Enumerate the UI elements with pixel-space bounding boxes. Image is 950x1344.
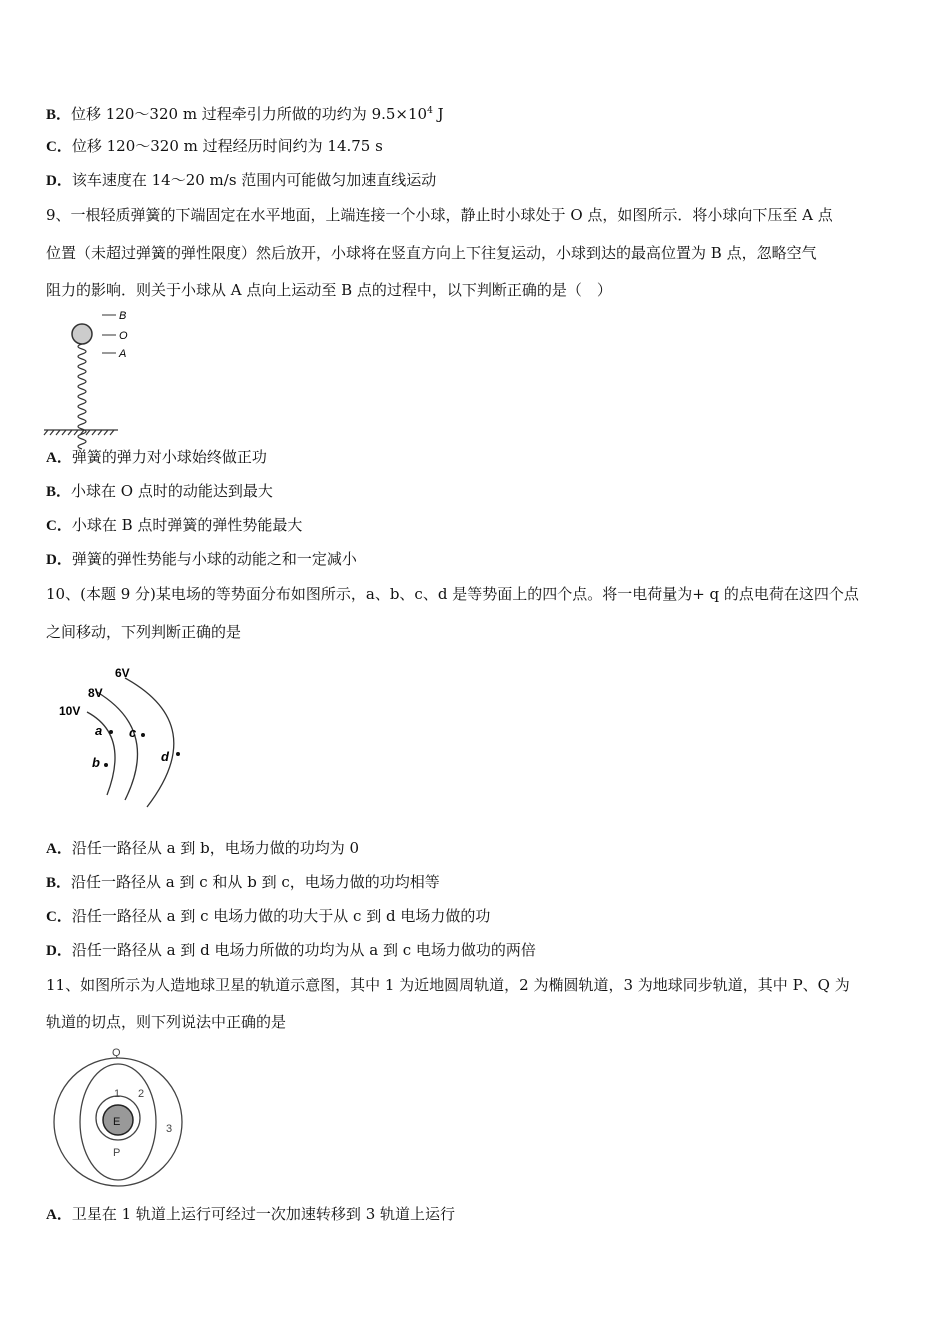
option-label: A． xyxy=(46,450,72,466)
option-text: 小球在 B 点时弹簧的弹性势能最大 xyxy=(71,516,303,534)
option-label: C． xyxy=(46,518,72,534)
option-text: 沿任一路径从 a 到 d 电场力所做的功均为从 a 到 c 电场力做功的两倍 xyxy=(71,941,536,959)
option-label: A． xyxy=(46,1207,72,1223)
option-label: B． xyxy=(46,875,72,891)
option-text: 该车速度在 14～20 m/s 范围内可能做匀加速直线运动 xyxy=(71,171,437,189)
option-label: B． xyxy=(46,107,72,123)
q8-option-d xyxy=(46,170,436,191)
equipotential-8v xyxy=(97,692,138,800)
label-c: c xyxy=(129,725,137,740)
q8-option-b xyxy=(46,101,444,125)
q11-stem-line2: 轨道的切点，则下列说法中正确的是 xyxy=(46,1013,287,1031)
option-text: 卫星在 1 轨道上运行可经过一次加速转移到 3 轨道上运行 xyxy=(71,1205,456,1223)
exponent: 4 xyxy=(427,106,433,116)
option-text: 小球在 O 点时的动能达到最大 xyxy=(71,482,273,500)
label-8v: 8V xyxy=(88,686,103,700)
option-label: A． xyxy=(46,841,72,857)
label-a: A xyxy=(119,348,127,360)
option-label: D． xyxy=(46,552,72,568)
q9-stem-line2: 位置（未超过弹簧的弹性限度）然后放开，小球将在竖直方向上下往复运动，小球到达的最高位置为 B 点，忽略空气 xyxy=(46,244,817,262)
option-label: D． xyxy=(46,943,72,959)
label-orbit-1: 1 xyxy=(114,1088,121,1100)
spring-ball-figure xyxy=(40,306,140,438)
label-10v: 10V xyxy=(59,704,81,718)
option-text: 弹簧的弹力对小球始终做正功 xyxy=(71,448,267,466)
q10-option-b xyxy=(46,872,440,893)
equipotential-figure xyxy=(55,655,195,815)
label-b: B xyxy=(119,310,127,322)
q11-option-a xyxy=(46,1204,455,1225)
equipotential-6v xyxy=(125,678,174,807)
q10-option-d xyxy=(46,940,536,961)
option-text: 沿任一路径从 a 到 b，电场力做的功均为 0 xyxy=(71,839,360,857)
q9-option-b xyxy=(46,481,273,502)
q8-option-c xyxy=(46,136,383,157)
label-q: Q xyxy=(112,1047,121,1059)
option-label: C． xyxy=(46,909,72,925)
q11-stem-line1: 11、如图所示为人造地球卫星的轨道示意图，其中 1 为近地圆周轨道，2 为椭圆轨道，3 为地球同步轨道，其中 P、Q 为 xyxy=(46,976,850,994)
point-a xyxy=(109,730,113,734)
q9-option-d xyxy=(46,549,357,570)
option-text: 位移 120～320 m 过程经历时间约为 14.75 s xyxy=(71,137,383,155)
ball xyxy=(72,324,92,344)
q9-option-c xyxy=(46,515,302,536)
label-o: O xyxy=(119,330,128,342)
option-text: 位移 120～320 m 过程牵引力所做的功约为 9.5×10 xyxy=(71,105,428,123)
q10-stem-line2: 之间移动，下列判断正确的是 xyxy=(46,623,242,641)
ground xyxy=(44,430,118,435)
satellite-orbit-figure xyxy=(50,1040,190,1200)
label-p: P xyxy=(113,1147,121,1159)
label-d: d xyxy=(161,749,169,764)
option-text: 弹簧的弹性势能与小球的动能之和一定减小 xyxy=(71,550,357,568)
option-text: 沿任一路径从 a 到 c 电场力做的功大于从 c 到 d 电场力做的功 xyxy=(71,907,491,925)
unit: J xyxy=(432,105,444,123)
label-orbit-3: 3 xyxy=(166,1123,173,1135)
point-d xyxy=(176,752,180,756)
q9-option-a xyxy=(46,447,267,468)
label-e: E xyxy=(113,1116,121,1128)
q9-stem-line3: 阻力的影响．则关于小球从 A 点向上运动至 B 点的过程中，以下判断正确的是（ ） xyxy=(46,281,612,299)
q10-option-c xyxy=(46,906,490,927)
option-label: D． xyxy=(46,173,72,189)
option-text: 沿任一路径从 a 到 c 和从 b 到 c，电场力做的功均相等 xyxy=(71,873,440,891)
option-label: B． xyxy=(46,484,72,500)
label-a: a xyxy=(95,723,103,738)
q10-option-a xyxy=(46,838,359,859)
label-orbit-2: 2 xyxy=(138,1088,145,1100)
point-b xyxy=(104,763,108,767)
option-label: C． xyxy=(46,139,72,155)
point-c xyxy=(141,733,145,737)
label-6v: 6V xyxy=(115,666,130,680)
q10-stem-line1: 10、(本题 9 分)某电场的等势面分布如图所示，a、b、c、d 是等势面上的四个点。将一电荷量为+ q 的点电荷在这四个点 xyxy=(46,585,859,603)
label-b: b xyxy=(92,755,100,770)
q9-stem-line1: 9、一根轻质弹簧的下端固定在水平地面，上端连接一个小球，静止时小球处于 O 点，如图所示．将小球向下压至 A 点 xyxy=(46,206,833,224)
